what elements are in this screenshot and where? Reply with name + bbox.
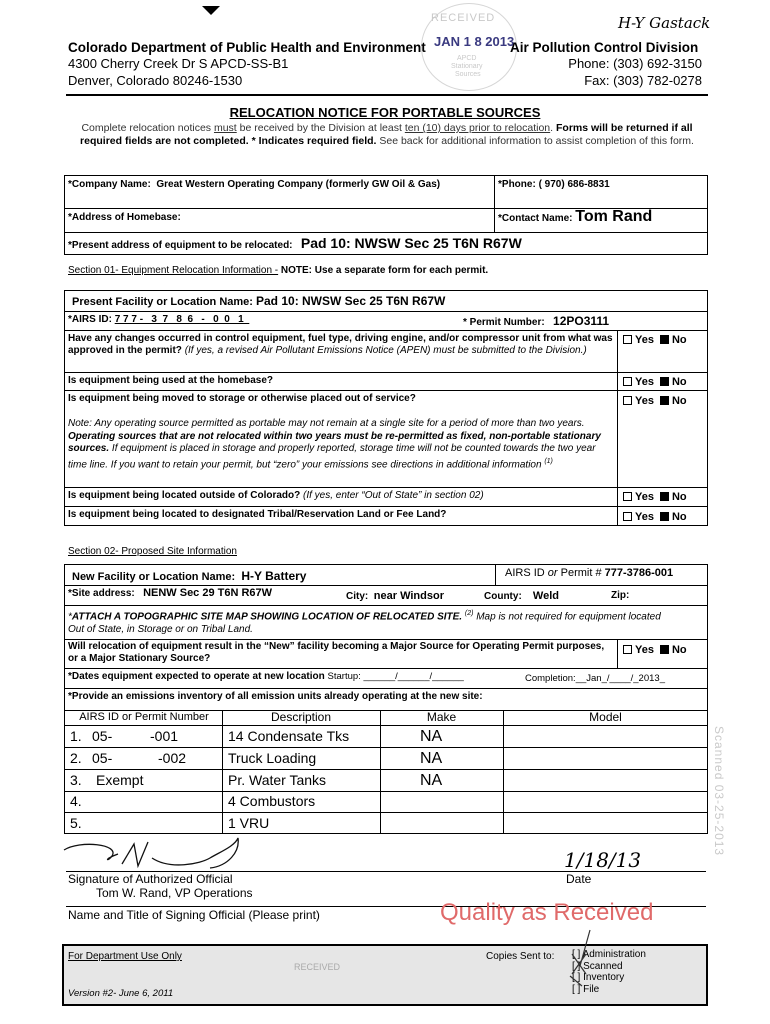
col-header-airs: AIRS ID or Permit Number <box>79 711 209 723</box>
yes-checkbox[interactable] <box>623 396 632 405</box>
table-row-number: 3. <box>70 772 82 788</box>
table-cell-airs: 05- <box>92 728 113 744</box>
table-row-number: 1. <box>70 728 82 744</box>
table-cell-description: Truck Loading <box>228 750 317 766</box>
new-airs-field[interactable]: AIRS ID or Permit # 777-3786-001 <box>505 567 674 579</box>
site-zip-field[interactable]: Zip: <box>611 590 630 601</box>
new-facility-field[interactable]: New Facility or Location Name: H-Y Battery <box>72 569 307 583</box>
division-fax: Fax: (303) 782-0278 <box>584 73 702 88</box>
stamp-apcd: APCD <box>457 55 477 62</box>
version-label: Version #2- June 6, 2011 <box>68 988 174 999</box>
no-checkbox-checked[interactable] <box>660 377 669 386</box>
table-cell-make: NA <box>420 772 443 789</box>
yes-checkbox[interactable] <box>623 377 632 386</box>
question-major-answer[interactable]: Yes No <box>623 644 687 656</box>
site-county-field[interactable]: County: Weld <box>484 590 559 602</box>
table-cell-make: NA <box>420 728 443 745</box>
copy-option[interactable]: [ ] File <box>572 983 600 995</box>
yes-checkbox[interactable] <box>623 335 632 344</box>
copies-sent-label: Copies Sent to: <box>486 951 555 962</box>
attach-map-note: *ATTACH A TOPOGRAPHIC SITE MAP SHOWING LOCATION OF RELOCATED SITE. $^{(2)}$ Map is not required for equipment located Out of State, in Storage or on Tribal Land. <box>68 610 661 636</box>
col-header-model: Model <box>589 710 622 724</box>
handwritten-corner-note: H-Y Gastack <box>618 14 711 32</box>
table-cell-airs-suffix: -002 <box>158 750 187 766</box>
received-stamp-text: RECEIVED <box>431 12 496 24</box>
no-checkbox-checked[interactable] <box>660 492 669 501</box>
table-cell-airs-suffix: -001 <box>150 728 179 744</box>
question-homebase-answer[interactable]: Yes No <box>623 376 687 388</box>
scanned-side-stamp: Scanned 03-25-2013 <box>712 726 726 857</box>
dates-field[interactable]: *Dates equipment expected to operate at new location Startup: ______/______/______ <box>68 671 464 682</box>
table-row-number: 2. <box>70 750 82 766</box>
table-cell-description: 1 VRU <box>228 815 270 831</box>
portable-note: Note: Any operating source permitted as portable may not remain at a single site for a period of more than two years. Operating sources that are not relocated within two years must be re-permitted as fixed, non-portable stationary sources. If equipment is placed in storage and properly reported, storage time will not be counted towards the two year time line. If you want to retain your permit, but “zero” your emissions see directions in additional information $^{(1)}$ <box>68 418 601 470</box>
site-city-field[interactable]: City: near Windsor <box>346 590 444 602</box>
agency-name: Colorado Department of Public Health and Environment <box>68 40 426 55</box>
permit-number-field[interactable]: * Permit Number: 12PO3111 <box>463 314 610 328</box>
table-cell-airs: Exempt <box>96 772 144 788</box>
present-address-field[interactable]: *Present address of equipment to be relocated: Pad 10: NWSW Sec 25 T6N R67W <box>68 235 522 251</box>
division-phone: Phone: (303) 692-3150 <box>568 56 702 71</box>
contact-name-field[interactable]: *Contact Name: Tom Rand <box>498 208 653 225</box>
copy-option[interactable]: [ ] Scanned <box>572 960 623 972</box>
section2-heading: Section 02- Proposed Site Information <box>68 546 237 557</box>
company-name-field[interactable]: *Company Name: Great Western Operating Company (formerly GW Oil & Gas) <box>68 179 441 190</box>
signature-graphic <box>60 830 260 876</box>
col-header-make: Make <box>426 710 457 724</box>
airs-id-field[interactable]: *AIRS ID: 7 7 7 - _3_7 _8_6_ - _0_0 _1_ <box>68 314 250 325</box>
signature-label: Signature of Authorized Official <box>68 872 233 886</box>
homebase-address-field[interactable]: *Address of Homebase: <box>68 212 181 223</box>
yes-checkbox[interactable] <box>623 492 632 501</box>
table-row-number: 5. <box>70 815 82 831</box>
copy-option[interactable]: [ ] Administration <box>572 949 646 960</box>
site-address-field[interactable]: *Site address: NENW Sec 29 T6N R67W <box>68 587 273 599</box>
question-changes: Have any changes occurred in control equipment, fuel type, driving engine, and/or compressor unit from what was approved in the permit? (If yes, a revised Air Pollutant Emissions Notice (APEN) must be submitted to the Division.) <box>68 333 613 356</box>
question-tribal: Is equipment being located to designated Tribal/Reservation Land or Fee Land? <box>68 509 447 520</box>
table-cell-make: NA <box>420 750 443 767</box>
agency-address-1: 4300 Cherry Creek Dr S APCD-SS-B1 <box>68 56 289 71</box>
question-outside-answer[interactable]: Yes No <box>623 491 687 503</box>
stamp-sources: Sources <box>455 71 481 78</box>
company-phone-field[interactable]: *Phone: ( 970) 686-8831 <box>498 179 610 190</box>
footer-received-stamp: RECEIVED <box>294 962 341 972</box>
table-cell-description: 4 Combustors <box>228 793 316 809</box>
header-rule <box>66 94 708 96</box>
question-homebase: Is equipment being used at the homebase? <box>68 375 274 386</box>
table-cell-airs: 05- <box>92 750 113 766</box>
table-cell-description: Pr. Water Tanks <box>228 772 327 788</box>
stamp-stationary: Stationary <box>451 63 483 70</box>
question-storage-answer[interactable]: Yes No <box>623 395 687 407</box>
copies-check-marks <box>566 928 606 998</box>
division-name: Air Pollution Control Division <box>510 40 699 55</box>
section1-heading: Section 01- Equipment Relocation Information - NOTE: Use a separate form for each permit. <box>68 265 489 276</box>
question-tribal-answer[interactable]: Yes No <box>623 511 687 523</box>
date-label: Date <box>566 872 592 886</box>
no-checkbox-checked[interactable] <box>660 512 669 521</box>
signature-date-value: 1/18/13 <box>564 848 642 872</box>
copy-option[interactable]: [ ] Inventory <box>572 972 625 983</box>
printed-name: Tom W. Rand, VP Operations <box>96 886 253 900</box>
no-checkbox-checked[interactable] <box>660 335 669 344</box>
question-storage: Is equipment being moved to storage or otherwise placed out of service? <box>68 393 416 404</box>
question-changes-answer[interactable]: Yes No <box>623 334 687 346</box>
completion-date-field[interactable]: Completion:__Jan_/____/_2013_ <box>525 673 665 684</box>
form-title: RELOCATION NOTICE FOR PORTABLE SOURCES <box>229 105 541 120</box>
present-facility-field[interactable]: Present Facility or Location Name: Pad 10: NWSW Sec 25 T6N R67W <box>72 294 446 308</box>
col-header-description: Description <box>270 710 332 724</box>
agency-address-2: Denver, Colorado 80246-1530 <box>68 73 243 88</box>
inventory-instruction: *Provide an emissions inventory of all emission units already operating at the new site: <box>68 691 483 702</box>
form-intro: Complete relocation notices must be received by the Division at least ten (10) days prior to relocation. Forms will be returned if all required fields are not completed. * Indicates required field. See back for additional information to assist completion of this form. <box>80 122 694 147</box>
yes-checkbox[interactable] <box>623 645 632 654</box>
yes-checkbox[interactable] <box>623 512 632 521</box>
no-checkbox-checked[interactable] <box>660 645 669 654</box>
no-checkbox-checked[interactable] <box>660 396 669 405</box>
question-outside-colorado: Is equipment being located outside of Colorado? (If yes, enter “Out of State” in section 02) <box>68 490 484 501</box>
quality-received-stamp: Quality as Received <box>440 899 654 926</box>
table-cell-description: 14 Condensate Tks <box>228 728 350 744</box>
table-row-number: 4. <box>70 793 82 809</box>
question-major-source: Will relocation of equipment result in the “New” facility becoming a Major Source for Operating Permit purposes, or a Major Stationary Source? <box>68 641 605 664</box>
stamp-date: JAN 1 8 2013 <box>434 34 515 49</box>
top-arrow-icon <box>202 6 220 15</box>
name-title-label: Name and Title of Signing Official (Please print) <box>68 908 320 922</box>
department-use-label: For Department Use Only <box>68 951 182 962</box>
